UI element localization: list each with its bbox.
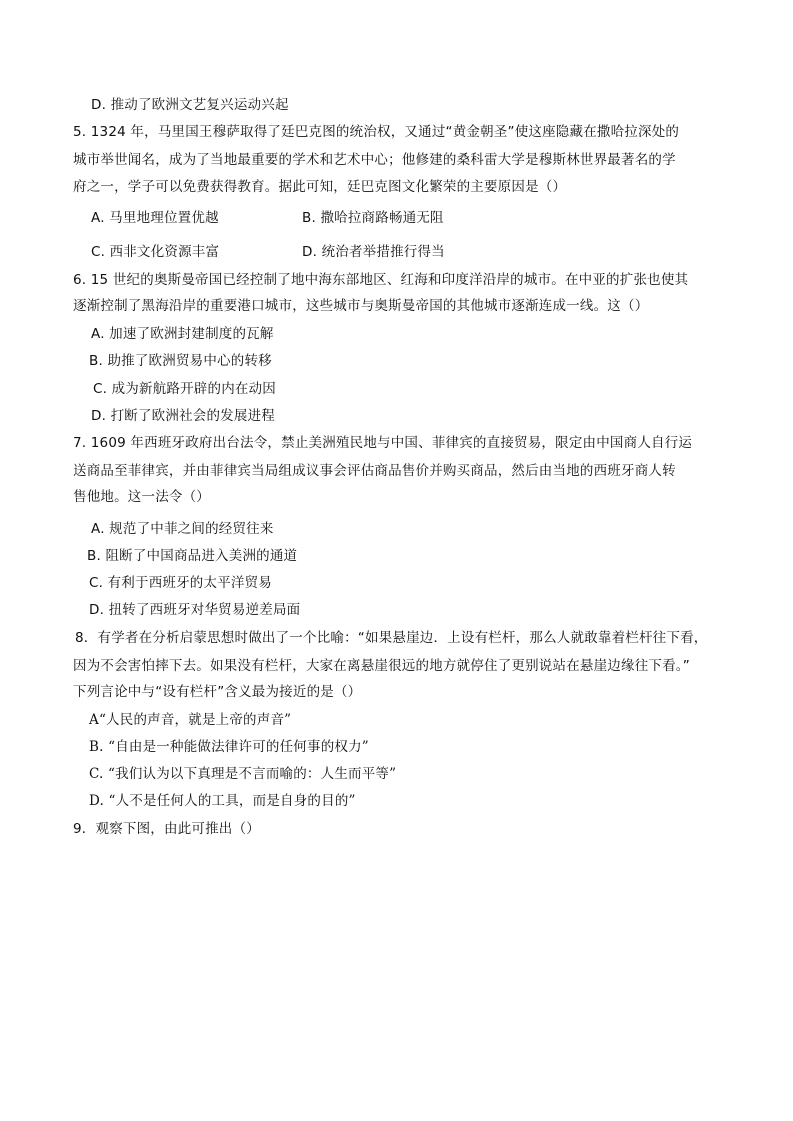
q8-option-b: B. “自由是一种能做法律许可的任何事的权力”: [89, 739, 369, 755]
q6-option-a: A. 加速了欧洲封建制度的瓦解: [91, 326, 274, 342]
q9-stem: 9．观察下图，由此可推出（）: [73, 821, 260, 837]
q8-stem-line: 下列言论中与“设有栏杆”含义最为接近的是（）: [73, 684, 362, 700]
q8-option-d: D. “人不是任何人的工具，而是自身的目的”: [89, 793, 356, 809]
q8-stem-line: 因为不会害怕摔下去。如果没有栏杆，大家在离悬崖很远的地方就停住了更别说站在悬崖边缘往下看。”: [73, 658, 690, 674]
q6-stem-line: 6. 15 世纪的奥斯曼帝国已经控制了地中海东部地区、红海和印度洋沿岸的城市。在中亚的扩张也使其: [73, 272, 689, 288]
q6-option-d: D. 打断了欧洲社会的发展进程: [91, 408, 275, 424]
q5-option-a: A. 马里地理位置优越: [91, 210, 219, 226]
q8-option-c: C. “我们认为以下真理是不言而喻的：人生而平等”: [89, 766, 397, 782]
q7-stem-line: 售他地。这一法令（）: [73, 489, 210, 505]
q5-option-c: C. 西非文化资源丰富: [91, 244, 220, 260]
q5-stem-line: 城市举世闻名，成为了当地最重要的学术和艺术中心；他修建的桑科雷大学是穆斯林世界最著名的学: [73, 152, 676, 168]
q8-option-a: A“人民的声音，就是上帝的声音”: [89, 712, 292, 728]
q6-option-c: C. 成为新航路开辟的内在动因: [93, 381, 277, 397]
q5-option-b: B. 撒哈拉商路畅通无阻: [302, 210, 444, 226]
q5-stem-line: 府之一，学子可以免费获得教育。据此可知，廷巴克图文化繁荣的主要原因是（）: [73, 179, 567, 195]
q6-stem-line: 逐渐控制了黑海沿岸的重要港口城市，这些城市与奥斯曼帝国的其他城市逐渐连成一线。这（）: [73, 298, 649, 314]
q7-stem-line: 送商品至菲律宾，并由菲律宾当局组成议事会评估商品售价并购买商品，然后由当地的西班牙商人转: [73, 463, 676, 479]
q7-stem-line: 7. 1609 年西班牙政府出台法令，禁止美洲殖民地与中国、菲律宾的直接贸易，限定由中国商人自行运: [73, 435, 693, 451]
q6-option-b: B. 助推了欧洲贸易中心的转移: [89, 353, 272, 369]
q8-stem-line: 8．有学者在分析启蒙思想时做出了一个比喻：“如果悬崖边．上设有栏杆，那么人就敢靠着栏杆往下看，: [75, 630, 708, 646]
q5-stem-line: 5. 1324 年，马里国王穆萨取得了廷巴克图的统治权，又通过“黄金朝圣”使这座隐藏在撒哈拉深处的: [73, 124, 680, 140]
q7-option-d: D. 扭转了西班牙对华贸易逆差局面: [89, 602, 301, 618]
q4-option-d: D. 推动了欧洲文艺复兴运动兴起: [91, 97, 289, 113]
q7-option-b: B. 阻断了中国商品进入美洲的通道: [87, 548, 298, 564]
q7-option-c: C. 有利于西班牙的太平洋贸易: [89, 575, 273, 591]
q5-option-d: D. 统治者举措推行得当: [302, 244, 445, 260]
q7-option-a: A. 规范了中菲之间的经贸往来: [91, 521, 274, 537]
